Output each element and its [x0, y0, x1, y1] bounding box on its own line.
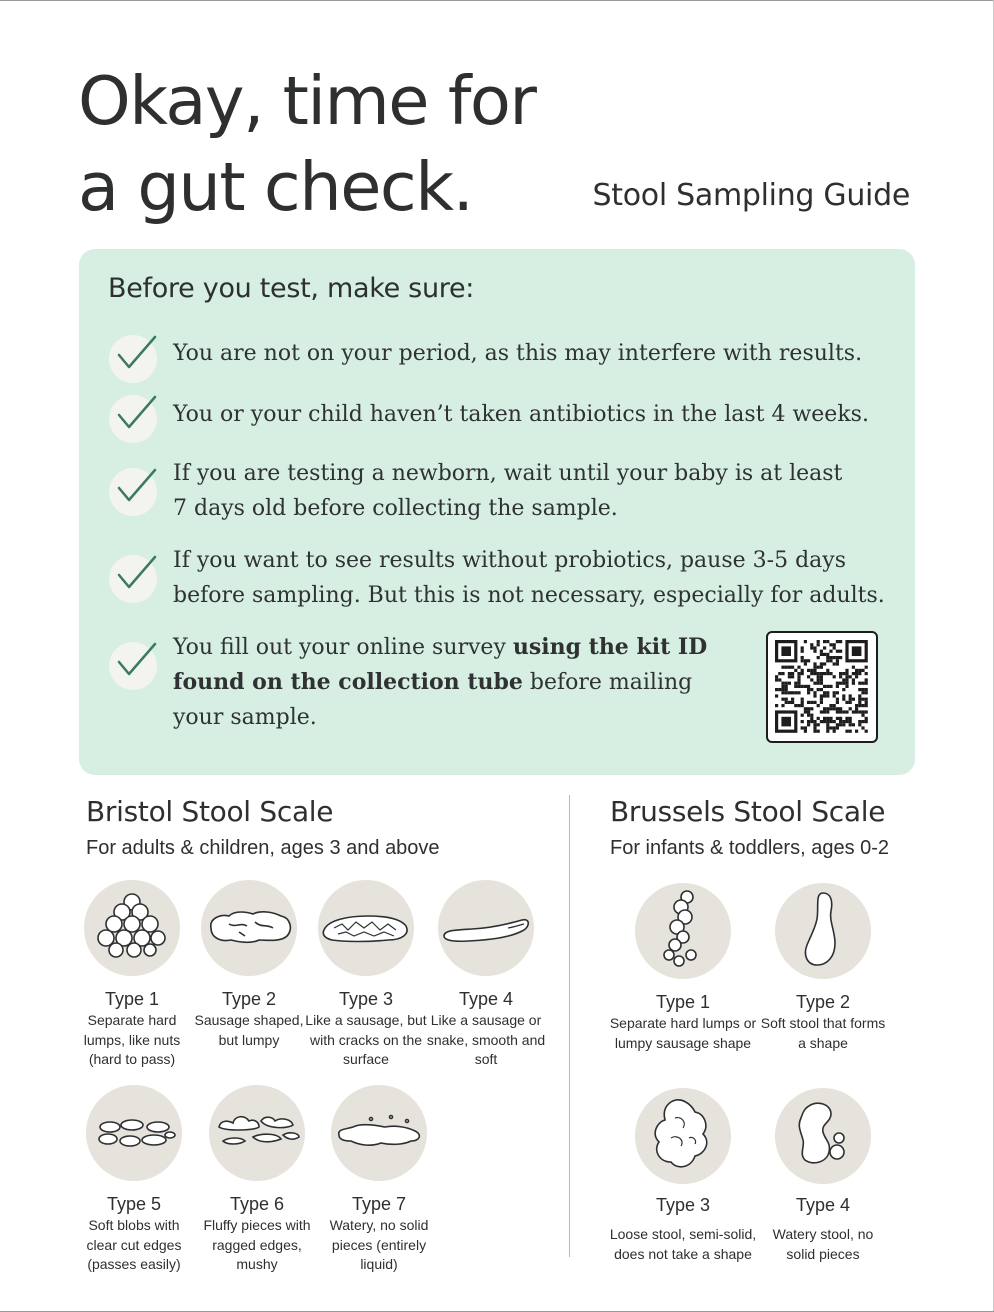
cracked-sausage-icon — [318, 880, 414, 976]
stool-type-label: Type 1 — [655, 992, 711, 1012]
headline-line-2: a gut check. — [78, 148, 473, 226]
stool-type-label: Type 4 — [795, 1195, 851, 1215]
stool-type-description: Soft blobs with clear cut edges (passes easily) — [86, 1217, 182, 1272]
checklist-item — [109, 630, 879, 740]
stool-type-label: Type 5 — [106, 1194, 162, 1214]
stool-type-label: Type 1 — [104, 989, 160, 1009]
fluffy-pieces-icon — [209, 1085, 305, 1181]
soft-blobs-icon — [86, 1085, 182, 1181]
bristol-type-1 — [70, 880, 194, 1070]
qr-code-pattern — [768, 633, 876, 741]
stool-type-description: Separate hard lumps, like nuts (hard to pass) — [83, 1012, 181, 1067]
brussels-type-4 — [760, 1088, 886, 1264]
checklist-item-text: If you are testing a newborn, wait until your baby is at least 7 days old before collecting the sample. — [173, 461, 843, 521]
checklist-item — [109, 456, 879, 528]
checklist-item — [109, 543, 885, 615]
stool-type-description: Loose stool, semi-solid, does not take a shape — [609, 1226, 757, 1262]
lumpy-sausage-icon — [201, 880, 297, 976]
stool-type-label: Type 7 — [351, 1194, 407, 1214]
stool-type-label: Type 2 — [795, 992, 851, 1012]
checkmark-icon — [109, 468, 157, 516]
brussels-type-2 — [760, 883, 886, 1053]
stool-type-description: Like a sausage, but with cracks on the surface — [305, 1012, 427, 1067]
qr-code[interactable] — [766, 631, 878, 743]
checklist-item-text-end: before mailing your sample. — [173, 670, 693, 730]
stool-type-label: Type 2 — [221, 989, 277, 1009]
stool-type-label: Type 3 — [338, 989, 394, 1009]
stool-type-label: Type 6 — [229, 1194, 285, 1214]
page-subtitle: Stool Sampling Guide — [592, 178, 910, 213]
stool-type-description: Watery, no solid pieces (entirely liquid) — [329, 1217, 429, 1272]
bristol-type-7 — [317, 1085, 441, 1275]
stool-type-description: Soft stool that forms a shape — [760, 1015, 886, 1051]
hard-lumps-icon — [84, 880, 180, 976]
watery-puddle-icon — [331, 1085, 427, 1181]
checkmark-icon — [109, 335, 157, 383]
checkmark-icon — [109, 555, 157, 603]
stool-type-label: Type 4 — [458, 989, 514, 1009]
stool-type-description: Sausage shaped, but lumpy — [194, 1012, 304, 1048]
bristol-type-4 — [424, 880, 548, 1070]
checklist-item-text: If you want to see results without probiotics, pause 3-5 days before sampling. But this is not necessary, especially for adults. — [173, 548, 885, 608]
stool-type-description: Separate hard lumps or lumpy sausage shape — [609, 1015, 757, 1051]
checkmark-icon — [109, 642, 157, 690]
checklist-item-text-bold: using the kit ID found on the collection tube — [173, 634, 708, 695]
page-top-border — [0, 0, 994, 1]
bristol-type-6 — [195, 1085, 319, 1275]
checklist-item — [109, 335, 879, 383]
bristol-type-5 — [72, 1085, 196, 1275]
page-headline — [78, 58, 535, 230]
soft-formed-icon — [775, 883, 871, 979]
bristol-type-3 — [304, 880, 428, 1070]
loose-stool-icon — [635, 1088, 731, 1184]
stool-type-label: Type 3 — [655, 1195, 711, 1215]
bristol-subtitle: For adults & children, ages 3 and above — [86, 837, 440, 859]
checklist-panel — [79, 249, 915, 775]
watery-stool-icon — [775, 1088, 871, 1184]
brussels-title: Brussels Stool Scale — [610, 795, 886, 828]
stool-type-description: Like a sausage or snake, smooth and soft — [426, 1012, 546, 1067]
section-divider — [569, 795, 570, 1257]
hard-lumps-column-icon — [635, 883, 731, 979]
smooth-sausage-icon — [438, 880, 534, 976]
stool-type-description: Watery stool, no solid pieces — [772, 1226, 874, 1262]
bristol-title: Bristol Stool Scale — [86, 795, 334, 828]
checkmark-icon — [109, 395, 157, 443]
checklist-item — [109, 395, 879, 443]
stool-type-description: Fluffy pieces with ragged edges, mushy — [203, 1217, 311, 1272]
checklist-item-text — [173, 630, 713, 735]
brussels-subtitle: For infants & toddlers, ages 0-2 — [610, 837, 890, 859]
headline-line-1: Okay, time for — [78, 62, 536, 140]
checklist-item-text: You are not on your period, as this may interfere with results. — [173, 341, 863, 366]
bristol-type-2 — [187, 880, 311, 1050]
brussels-type-1 — [605, 883, 761, 1053]
checklist-heading: Before you test, make sure: — [108, 273, 475, 304]
checklist-item-text: You or your child haven’t taken antibiotics in the last 4 weeks. — [173, 402, 869, 427]
checklist-item-text-start: You fill out your online survey — [173, 635, 513, 660]
brussels-type-3 — [605, 1088, 761, 1264]
